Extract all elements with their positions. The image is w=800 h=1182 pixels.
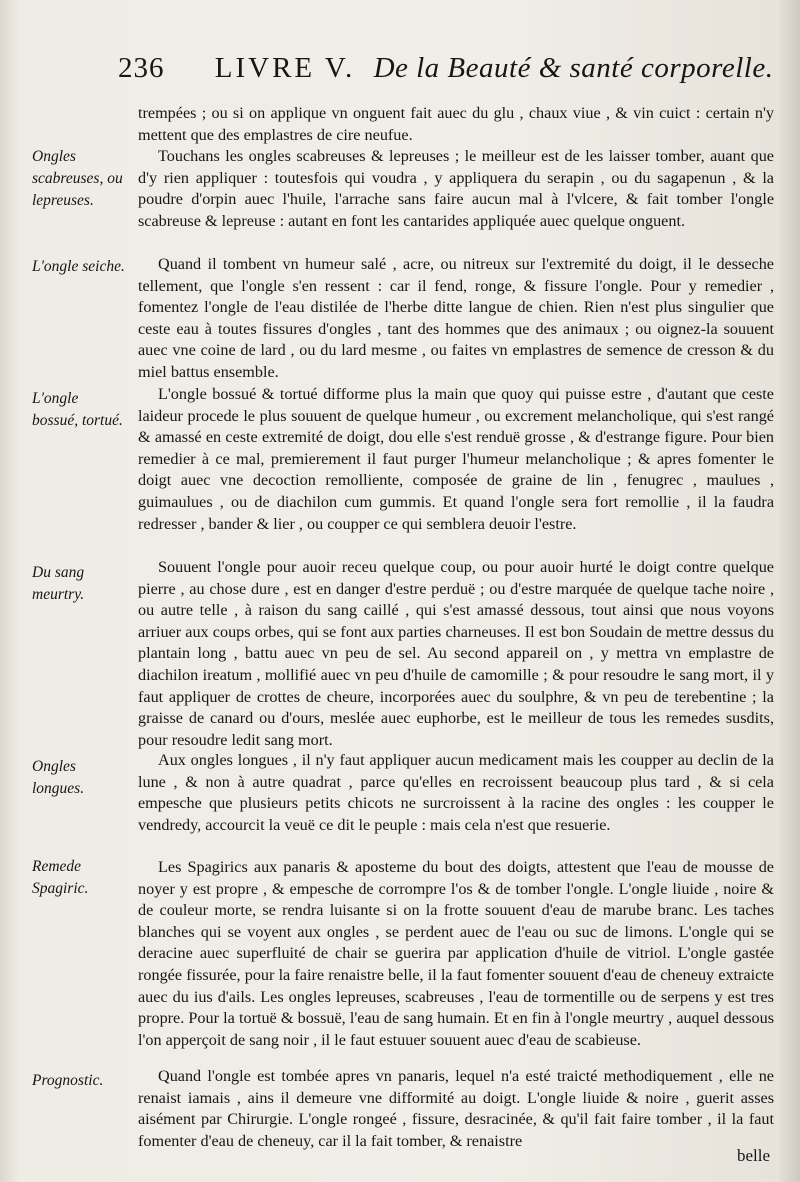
catchword: belle [736, 1146, 770, 1165]
page-edge-shadow [780, 0, 800, 1182]
margin-note-ongle-bossue: L'ongle bossué, tortué. [32, 390, 123, 429]
paragraph-ongle-bossue: L'ongle bossué & tortué difforme plus la main que quoy qui puisse estre , d'autant que ceste laideur procede le plus souuent de quelque humeur , ou excrement melancholique, qui s'est rangé & amassé en ceste extremité de doigt, dou elle s'est renduë grosse , & d'estrange figure. Pour bien remedier à ce mal, premierement il faut purger l'humeur melancholique ; & apres fomenter le doigt auec vne decoction remolliente, composée de graine de lin , fenugrec , maulues , guimaulues , ou de diachilon cum gummis. Et quand l'ongle sera fort remollie , il la faudra redresser , bander & lier , ou coupper ce qui semblera deuoir l'estre. [138, 385, 774, 533]
body-text-block-7 [138, 1066, 774, 1152]
running-header [118, 52, 778, 92]
margin-note-sang-meurtry: Du sang meurtry. [32, 564, 85, 603]
margin-note-ongle-seiche: L'ongle seiche. [32, 258, 125, 275]
body-text-block-2 [138, 254, 774, 384]
book-number: LIVRE V. [214, 52, 356, 84]
paragraph-ongle-seiche: Quand il tombent vn humeur salé , acre, ou nitreux sur l'extremité du doigt, il le desseche tellement, que l'ongle s'en ressent : car il fend, ronge, & fissure l'ongle. Pour y remedier , fomentez l'ongle de l'eau distilée de l'herbe ditte langue de chien. Rien n'est plus singulier que ceste eau à toutes fissures d'ongles , tant des hommes que des animaux ; ou oignez-la souuent auec vne coine de lard , ou du lard mesme , ou faites vn emplastres de semence de cresson & du miel battus ensemble. [138, 255, 774, 381]
paragraph-remede-spagiric: Les Spagirics aux panaris & aposteme du bout des doigts, attestent que l'eau de mousse de noyer y est propre , & empesche de corrompre l'os & de tomber l'ongle. L'ongle liuide , noire & de couleur morte, se rendra luisante si on la frotte souuent d'eau de marube branc. Les taches blanches qui se voyent aux ongles , se perdent auec de l'eau ou suc de limons. L'ongle qui se deracine auec superfluité de chair se guerira par application d'huile de vitriol. L'ongle gastée rongée fissurée, pour la faire renaistre belle, il la faut fomenter souuent d'eau de cheneuy extraicte auec du ius d'ails. Les ongles lepreuses, scabreuses , l'eau de tormentille ou de serpens y est tres propre. Pour la tortuë & bossuë, l'eau de sang humain. Et en fin à l'ongle meurtry , auquel dessous l'on apperçoit de sang noir , il le faut estuuer souuent auec d'eau de scabieuse. [138, 858, 774, 1049]
running-title: De la Beauté & santé corporelle. [373, 52, 774, 84]
page-number: 236 [118, 52, 165, 84]
paragraph-continuation: trempées ; ou si on applique vn onguent fait auec du glu , chaux viue , & vin cuict : certain n'y mettent que des emplastres de cire neufue. [138, 104, 774, 144]
margin-note-prognostic: Prognostic. [32, 1072, 104, 1089]
body-text-block-5 [138, 750, 774, 836]
paragraph-ongles-longues: Aux ongles longues , il n'y faut appliquer aucun medicament mais les coupper au declin de la lune , & non à autre quadrat , parce qu'elles en recroissent beaucoup plus tard , & si cela empesche que plusieurs petits chicots ne surcroissent à la racine des ongles : les coupper le vendredy, accourcit la veuë ce dit le peuple : mais cela n'est que resuerie. [138, 751, 774, 834]
paragraph-prognostic: Quand l'ongle est tombée apres vn panaris, lequel n'a esté traicté methodiquement , elle ne renaist iamais , ains il demeure vne difformité au doigt. L'ongle liuide & noire , guerit asses aisément par Chirurgie. L'ongle rongeé , fissure, desracinée, & qu'il fait faire tomber , il la faut fomenter d'eau de cheneuy, car il la fait tomber, & renaistre [138, 1067, 774, 1150]
body-text-block-1 [138, 103, 774, 233]
margin-note-ongles-scabreuses: Ongles scabreuses, ou lepreuses. [32, 148, 123, 209]
paragraph-sang-meurtry: Souuent l'ongle pour auoir receu quelque coup, ou pour auoir hurté le doigt contre quelque pierre , au chose dure , est en danger d'estre perduë ; ou d'estre marquée de quelque tache noire , ou autre telle , à raison du sang caillé , qui s'est amassé dessous, tout ainsi que nous voyons arriuer aux coups orbes, qui se font aux parties charneuses. Il est bon Soudain de mettre dessus du plantain long , battu auec vn peu de sel. Au second appareil on , y mettra vn emplastre de diachilon ireatum , mollifié auec vn peu d'huile de camomille ; & pour resoudre le sang mort, il y faut appliquer de crottes de cheure, incorporées auec du soulphre, & vn peu de terebentine ; la graisse de canard ou d'ours, meslée auec euphorbe, est le meilleur de tous les remedes susdits, pour resoudre ledit sang mort. [138, 558, 774, 749]
body-text-block-6 [138, 857, 774, 1051]
paragraph-ongles-scabreuses: Touchans les ongles scabreuses & lepreuses ; le meilleur est de les laisser tomber, auant que d'y rien appliquer : toutesfois qui voudra , y appliquera du serapin , ou du sagapenun , & la poudre d'orpin auec l'huile, l'arrache sans faire aucun mal à l'vlcere, & fait tomber l'ongle scabreuse & lepreuse : autant en font les cantarides appliquée auec quelque onguent. [138, 147, 774, 230]
body-text-block-4 [138, 557, 774, 751]
margin-note-remede-spagiric: Remede Spagiric. [32, 858, 89, 897]
body-text-block-3 [138, 384, 774, 535]
margin-note-ongles-longues: Ongles longues. [32, 758, 85, 797]
